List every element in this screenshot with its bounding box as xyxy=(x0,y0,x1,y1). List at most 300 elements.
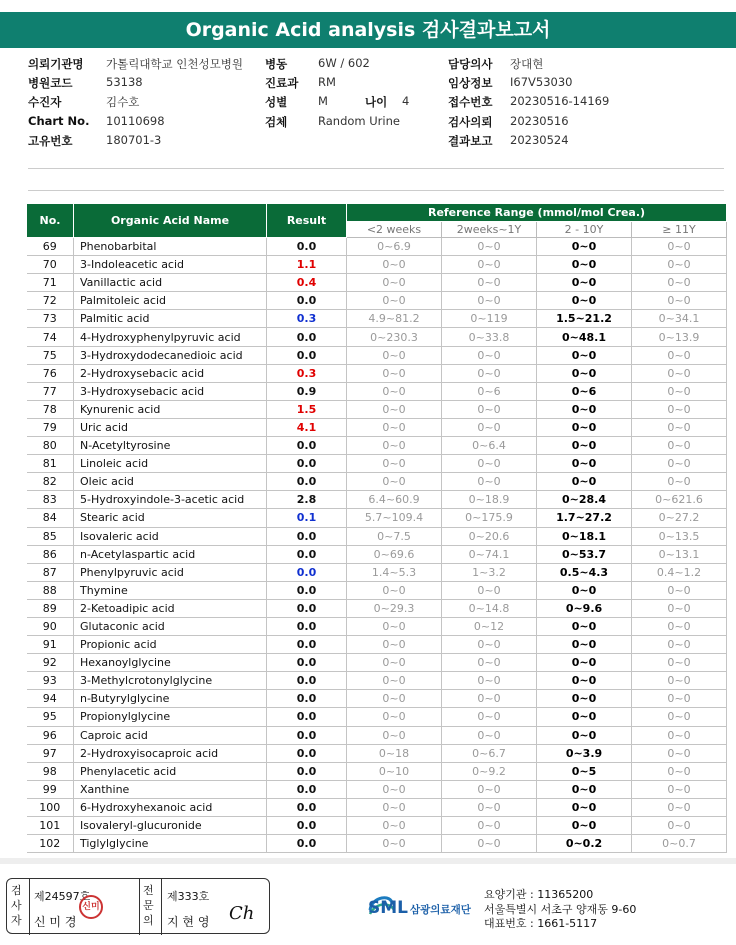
reference-range: 0~0 xyxy=(442,238,537,256)
header-reference: Reference Range (mmol/mol Crea.) xyxy=(347,204,727,222)
reference-range: 0~0 xyxy=(347,346,442,364)
reference-range: 0~7.5 xyxy=(347,527,442,545)
reference-range: 0~0 xyxy=(537,364,632,382)
reviewer-no: 제333호 xyxy=(167,890,210,903)
reference-range: 0~0 xyxy=(537,418,632,436)
reference-range: 0~0 xyxy=(632,708,727,726)
row-number: 101 xyxy=(27,817,74,835)
result-value: 1.1 xyxy=(267,256,347,274)
result-value: 0.0 xyxy=(267,328,347,346)
reference-range: 0~6 xyxy=(537,382,632,400)
row-number: 85 xyxy=(27,527,74,545)
result-value: 0.0 xyxy=(267,238,347,256)
sub-header: ≥ 11Y xyxy=(632,222,727,238)
divider xyxy=(28,168,724,169)
reference-range: 0~3.9 xyxy=(537,744,632,762)
acid-name: Glutaconic acid xyxy=(74,617,267,635)
reference-range: 0~0 xyxy=(632,473,727,491)
reference-range: 0~0 xyxy=(632,437,727,455)
reference-range: 0~6.4 xyxy=(442,437,537,455)
acid-name: Phenylpyruvic acid xyxy=(74,563,267,581)
table-row xyxy=(27,328,727,346)
reference-range: 0~0 xyxy=(442,346,537,364)
age-value: 4 xyxy=(402,93,410,108)
reference-range: 0~0 xyxy=(632,346,727,364)
reference-range: 0~0 xyxy=(632,292,727,310)
reference-range: 5.7~109.4 xyxy=(347,509,442,527)
info-label: 검체 xyxy=(265,115,288,129)
info-value: I67V53030 xyxy=(510,74,573,89)
reference-range: 0~0 xyxy=(632,238,727,256)
reference-range: 0~0 xyxy=(347,473,442,491)
acid-name: Uric acid xyxy=(74,418,267,436)
table-row xyxy=(27,400,727,418)
row-number: 94 xyxy=(27,690,74,708)
reference-range: 0~621.6 xyxy=(632,491,727,509)
reference-range: 0~18.9 xyxy=(442,491,537,509)
table-row xyxy=(27,455,727,473)
result-value: 0.0 xyxy=(267,835,347,853)
reference-range: 0~0 xyxy=(347,455,442,473)
row-number: 89 xyxy=(27,599,74,617)
result-value: 4.1 xyxy=(267,418,347,436)
row-number: 92 xyxy=(27,654,74,672)
signature-box xyxy=(6,878,270,934)
reference-range: 0~0 xyxy=(442,672,537,690)
acid-name: 6-Hydroxyhexanoic acid xyxy=(74,798,267,816)
reference-range: 0~48.1 xyxy=(537,328,632,346)
result-value: 0.0 xyxy=(267,654,347,672)
table-row xyxy=(27,654,727,672)
reference-range: 0~0.7 xyxy=(632,835,727,853)
table-row xyxy=(27,599,727,617)
reference-range: 0~0 xyxy=(442,256,537,274)
reference-range: 0~0 xyxy=(347,672,442,690)
row-number: 99 xyxy=(27,780,74,798)
org-line: 서울특별시 서초구 양재동 9-60 xyxy=(484,902,637,916)
table-row xyxy=(27,491,727,509)
result-value: 0.0 xyxy=(267,527,347,545)
table-row xyxy=(27,274,727,292)
reference-range: 0~0 xyxy=(537,581,632,599)
table-row xyxy=(27,672,727,690)
table-row xyxy=(27,527,727,545)
reference-range: 0~0 xyxy=(537,238,632,256)
examiner-label: 검사자 xyxy=(11,884,22,927)
reference-range: 0~5 xyxy=(537,762,632,780)
table-row xyxy=(27,744,727,762)
acid-name: Linoleic acid xyxy=(74,455,267,473)
result-value: 0.1 xyxy=(267,509,347,527)
reference-range: 0~0 xyxy=(442,780,537,798)
result-value: 0.0 xyxy=(267,455,347,473)
info-label: 임상정보 xyxy=(448,75,493,90)
acid-name: Palmitoleic acid xyxy=(74,292,267,310)
info-label: 수진자 xyxy=(28,94,62,109)
result-value: 0.0 xyxy=(267,617,347,635)
reference-range: 0~0 xyxy=(537,292,632,310)
reference-range: 0~0 xyxy=(537,274,632,292)
reference-range: 0~119 xyxy=(442,310,537,328)
row-number: 102 xyxy=(27,835,74,853)
reference-range: 0.4~1.2 xyxy=(632,563,727,581)
table-row xyxy=(27,581,727,599)
row-number: 73 xyxy=(27,310,74,328)
info-label: 병동 xyxy=(265,57,288,71)
table-row xyxy=(27,563,727,581)
reference-range: 0~0 xyxy=(537,256,632,274)
row-number: 96 xyxy=(27,726,74,744)
info-value: 53138 xyxy=(106,74,143,89)
info-label: 병원코드 xyxy=(28,75,73,90)
acid-name: Hexanoylglycine xyxy=(74,654,267,672)
acid-name: n-Acetylaspartic acid xyxy=(74,545,267,563)
result-value: 0.4 xyxy=(267,274,347,292)
info-label: 담당의사 xyxy=(448,57,493,71)
reference-range: 0~0 xyxy=(347,708,442,726)
reference-range: 0~0 xyxy=(442,726,537,744)
table-row xyxy=(27,798,727,816)
row-number: 95 xyxy=(27,708,74,726)
org-name: 삼광의료재단 xyxy=(410,904,471,916)
table-row xyxy=(27,780,727,798)
acid-name: Thymine xyxy=(74,581,267,599)
row-number: 87 xyxy=(27,563,74,581)
divider xyxy=(0,858,736,864)
reference-range: 0~0 xyxy=(442,708,537,726)
reference-range: 0~0 xyxy=(632,274,727,292)
reference-range: 0~33.8 xyxy=(442,328,537,346)
table-row xyxy=(27,708,727,726)
table-row xyxy=(27,346,727,364)
reviewer-label: 전문의 xyxy=(143,884,154,927)
table-row xyxy=(27,256,727,274)
result-value: 0.0 xyxy=(267,599,347,617)
info-row xyxy=(28,56,718,73)
row-number: 98 xyxy=(27,762,74,780)
reference-range: 0~0 xyxy=(347,726,442,744)
reference-range: 0~9.6 xyxy=(537,599,632,617)
acid-name: Oleic acid xyxy=(74,473,267,491)
result-value: 0.0 xyxy=(267,744,347,762)
acid-name: Phenylacetic acid xyxy=(74,762,267,780)
reference-range: 0~0 xyxy=(442,690,537,708)
result-value: 0.0 xyxy=(267,708,347,726)
reference-range: 6.4~60.9 xyxy=(347,491,442,509)
acid-name: Stearic acid xyxy=(74,509,267,527)
reference-range: 0~27.2 xyxy=(632,509,727,527)
reference-range: 0~175.9 xyxy=(442,509,537,527)
acid-name: Caproic acid xyxy=(74,726,267,744)
result-value: 1.5 xyxy=(267,400,347,418)
result-value: 0.0 xyxy=(267,437,347,455)
reference-range: 0~0 xyxy=(347,581,442,599)
examiner-no: 제24597호 xyxy=(34,890,91,903)
reference-range: 0~0 xyxy=(347,400,442,418)
reference-range: 0~0 xyxy=(632,672,727,690)
row-number: 76 xyxy=(27,364,74,382)
row-number: 78 xyxy=(27,400,74,418)
reference-range: 0~0 xyxy=(632,400,727,418)
row-number: 82 xyxy=(27,473,74,491)
divider xyxy=(161,879,162,935)
result-value: 2.8 xyxy=(267,491,347,509)
reference-range: 0~0 xyxy=(442,636,537,654)
acid-name: Propionylglycine xyxy=(74,708,267,726)
reference-range: 0~0 xyxy=(442,835,537,853)
reference-range: 0~53.7 xyxy=(537,545,632,563)
reference-range: 0~0 xyxy=(347,364,442,382)
table-row xyxy=(27,310,727,328)
signature: Ch xyxy=(229,903,255,924)
reference-range: 0~0 xyxy=(632,817,727,835)
row-number: 75 xyxy=(27,346,74,364)
row-number: 100 xyxy=(27,798,74,816)
acid-name: Phenobarbital xyxy=(74,238,267,256)
info-label: 성별 xyxy=(265,94,288,109)
divider xyxy=(139,879,140,935)
acid-name: 4-Hydroxyphenylpyruvic acid xyxy=(74,328,267,346)
info-value: 김수호 xyxy=(106,94,140,109)
reference-range: 0~13.1 xyxy=(632,545,727,563)
acid-name: 3-Hydroxydodecanedioic acid xyxy=(74,346,267,364)
row-number: 97 xyxy=(27,744,74,762)
reference-range: 0~0 xyxy=(632,364,727,382)
reference-range: 0~0 xyxy=(537,636,632,654)
info-row xyxy=(28,133,718,150)
reference-range: 0~0 xyxy=(632,654,727,672)
reference-range: 0~0 xyxy=(442,581,537,599)
info-label: 접수번호 xyxy=(448,94,493,109)
report-title: Organic Acid analysis 검사결과보고서 xyxy=(0,12,736,48)
row-number: 88 xyxy=(27,581,74,599)
reference-range: 0~0 xyxy=(442,817,537,835)
reference-range: 0~0 xyxy=(347,437,442,455)
reference-range: 0~0 xyxy=(347,798,442,816)
row-number: 79 xyxy=(27,418,74,436)
info-value: Random Urine xyxy=(318,114,400,128)
row-number: 80 xyxy=(27,437,74,455)
reviewer-name: 지 현 영 xyxy=(167,915,210,929)
org-contact xyxy=(484,888,636,932)
table-row xyxy=(27,545,727,563)
info-label: 진료과 xyxy=(265,75,299,90)
reference-range: 0~0 xyxy=(347,636,442,654)
row-number: 90 xyxy=(27,617,74,635)
table-row xyxy=(27,617,727,635)
acid-name: 2-Ketoadipic acid xyxy=(74,599,267,617)
reference-range: 0~0 xyxy=(632,455,727,473)
reference-range: 0~0 xyxy=(632,617,727,635)
header-no: No. xyxy=(27,204,74,238)
table-row xyxy=(27,762,727,780)
reference-range: 0~0 xyxy=(537,437,632,455)
info-row xyxy=(28,94,718,111)
reference-range: 0~0 xyxy=(347,835,442,853)
row-number: 84 xyxy=(27,509,74,527)
info-value: 6W / 602 xyxy=(318,56,370,70)
reference-range: 1~3.2 xyxy=(442,563,537,581)
info-value: 장대현 xyxy=(510,57,544,71)
reference-range: 0~0 xyxy=(347,690,442,708)
result-value: 0.0 xyxy=(267,346,347,364)
result-value: 0.0 xyxy=(267,545,347,563)
reference-range: 0~20.6 xyxy=(442,527,537,545)
result-value: 0.0 xyxy=(267,473,347,491)
row-number: 83 xyxy=(27,491,74,509)
acid-name: 3-Indoleacetic acid xyxy=(74,256,267,274)
reference-range: 0~0 xyxy=(442,473,537,491)
reference-range: 0~0 xyxy=(632,780,727,798)
acid-name: n-Butyrylglycine xyxy=(74,690,267,708)
reference-range: 0~0 xyxy=(632,418,727,436)
reference-range: 1.4~5.3 xyxy=(347,563,442,581)
acid-name: 3-Hydroxysebacic acid xyxy=(74,382,267,400)
row-number: 77 xyxy=(27,382,74,400)
acid-name: Vanillactic acid xyxy=(74,274,267,292)
reference-range: 0~18 xyxy=(347,744,442,762)
table-row xyxy=(27,418,727,436)
reference-range: 0~0 xyxy=(442,654,537,672)
acid-name: 5-Hydroxyindole-3-acetic acid xyxy=(74,491,267,509)
reference-range: 0~0 xyxy=(347,654,442,672)
acid-name: Propionic acid xyxy=(74,636,267,654)
reference-range: 0~0 xyxy=(537,780,632,798)
reference-range: 0~0 xyxy=(632,744,727,762)
reference-range: 4.9~81.2 xyxy=(347,310,442,328)
reference-range: 0~0 xyxy=(442,455,537,473)
reference-range: 0~0 xyxy=(537,817,632,835)
reference-range: 0~0 xyxy=(347,617,442,635)
table-row xyxy=(27,292,727,310)
reference-range: 0~28.4 xyxy=(537,491,632,509)
info-value: M xyxy=(318,93,328,108)
acid-name: Kynurenic acid xyxy=(74,400,267,418)
acid-name: 3-Methylcrotonylglycine xyxy=(74,672,267,690)
reference-range: 0~0 xyxy=(442,364,537,382)
reference-range: 0~0 xyxy=(632,798,727,816)
result-value: 0.0 xyxy=(267,636,347,654)
info-row xyxy=(28,114,718,131)
reference-range: 0~0 xyxy=(442,798,537,816)
table-row xyxy=(27,509,727,527)
table-row xyxy=(27,382,727,400)
reference-range: 0~0 xyxy=(537,726,632,744)
reference-range: 0~0 xyxy=(442,400,537,418)
row-number: 81 xyxy=(27,455,74,473)
row-number: 70 xyxy=(27,256,74,274)
table-row xyxy=(27,726,727,744)
reference-range: 0~0 xyxy=(347,256,442,274)
reference-range: 0~0 xyxy=(632,636,727,654)
info-value: 가톨릭대학교 인천성모병원 xyxy=(106,57,243,71)
info-value: RM xyxy=(318,74,336,89)
row-number: 71 xyxy=(27,274,74,292)
info-value: 20230516-14169 xyxy=(510,93,610,108)
reference-range: 0~0 xyxy=(347,292,442,310)
sub-header: <2 weeks xyxy=(347,222,442,238)
result-value: 0.0 xyxy=(267,672,347,690)
result-value: 0.9 xyxy=(267,382,347,400)
reference-range: 0~0 xyxy=(442,418,537,436)
reference-range: 0~0 xyxy=(537,473,632,491)
org-abbr: SML xyxy=(368,898,408,918)
info-value: 20230516 xyxy=(510,114,569,128)
row-number: 72 xyxy=(27,292,74,310)
reference-range: 0~10 xyxy=(347,762,442,780)
results-table-wrap xyxy=(26,203,726,853)
table-row xyxy=(27,473,727,491)
reference-range: 0~0 xyxy=(537,690,632,708)
reference-range: 0~0 xyxy=(632,581,727,599)
reference-range: 0~9.2 xyxy=(442,762,537,780)
acid-name: Xanthine xyxy=(74,780,267,798)
table-row xyxy=(27,835,727,853)
reference-range: 0~0 xyxy=(347,274,442,292)
row-number: 93 xyxy=(27,672,74,690)
result-value: 0.0 xyxy=(267,563,347,581)
reference-range: 0~13.5 xyxy=(632,527,727,545)
reference-range: 0~0 xyxy=(537,400,632,418)
result-value: 0.0 xyxy=(267,762,347,780)
reference-range: 0~0 xyxy=(347,817,442,835)
examiner-name: 신 미 경 xyxy=(34,915,77,929)
reference-range: 0~0 xyxy=(632,382,727,400)
result-value: 0.3 xyxy=(267,310,347,328)
info-label: 검사의뢰 xyxy=(448,115,493,129)
seal-stamp: 신미 xyxy=(79,895,103,919)
reference-range: 0~14.8 xyxy=(442,599,537,617)
info-label: Chart No. xyxy=(28,114,90,128)
results-table xyxy=(26,203,727,853)
reference-range: 0~0 xyxy=(537,654,632,672)
reference-range: 0~0.2 xyxy=(537,835,632,853)
divider xyxy=(28,190,724,191)
reference-range: 0~0 xyxy=(632,256,727,274)
reference-range: 1.5~21.2 xyxy=(537,310,632,328)
info-label: 결과보고 xyxy=(448,133,493,148)
header-result: Result xyxy=(267,204,347,238)
reference-range: 0~12 xyxy=(442,617,537,635)
result-value: 0.0 xyxy=(267,292,347,310)
table-row xyxy=(27,690,727,708)
row-number: 69 xyxy=(27,238,74,256)
result-value: 0.0 xyxy=(267,817,347,835)
acid-name: Tiglylglycine xyxy=(74,835,267,853)
reference-range: 0~29.3 xyxy=(347,599,442,617)
reference-range: 0~0 xyxy=(347,780,442,798)
info-label: 고유번호 xyxy=(28,133,73,148)
acid-name: Palmitic acid xyxy=(74,310,267,328)
result-value: 0.0 xyxy=(267,581,347,599)
row-number: 86 xyxy=(27,545,74,563)
result-value: 0.3 xyxy=(267,364,347,382)
divider xyxy=(29,879,30,935)
org-line: 요양기관 : 11365200 xyxy=(484,888,594,901)
reference-range: 0~0 xyxy=(632,599,727,617)
table-row xyxy=(27,364,727,382)
info-row xyxy=(28,75,718,92)
reference-range: 0~230.3 xyxy=(347,328,442,346)
info-value: 10110698 xyxy=(106,114,165,128)
reference-range: 0~0 xyxy=(347,418,442,436)
row-number: 74 xyxy=(27,328,74,346)
result-value: 0.0 xyxy=(267,690,347,708)
info-label: 의뢰기관명 xyxy=(28,57,84,71)
table-row xyxy=(27,437,727,455)
reference-range: 0~18.1 xyxy=(537,527,632,545)
reference-range: 0~0 xyxy=(347,382,442,400)
